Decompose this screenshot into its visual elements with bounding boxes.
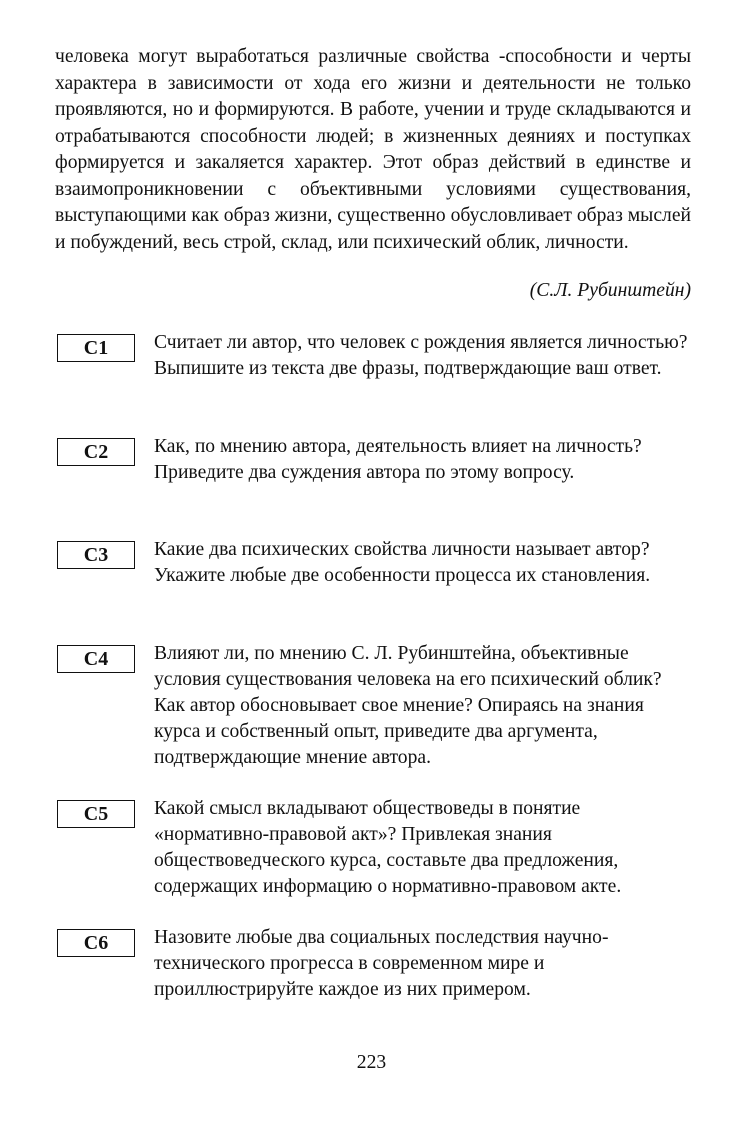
task-label-box: C2 (57, 438, 135, 466)
task-label-box: C1 (57, 334, 135, 362)
task-question: Какие два психических свойства личности называет автор? Укажите любые две особенности процесса их становления. (154, 539, 651, 586)
task-question: Назовите любые два социальных последствия научно-технического прогресса в современном мире и проиллюстрируйте каждое из них примером. (154, 927, 609, 1000)
intro-paragraph: человека могут выработаться различные свойства -способности и черты характера в зависимости от хода его жизни и деятельности не только проявляются, но и формируются. В работе, учении и труде складываются и отрабатываются способности людей; в жизненных деяниях и поступках формируется и закаляется характер. Этот образ действий в единстве и взаимопроникновении с объективными условиями существования, выступающими как образ жизни, существенно обусловливает образ мыслей и побуждений, весь строй, склад, или психический облик, личности. (55, 46, 691, 253)
intro-passage (55, 44, 691, 256)
task-label-box: C6 (57, 929, 135, 957)
task-label-box: C3 (57, 541, 135, 569)
task-question: Какой смысл вкладывают обществоведы в понятие «нормативно-правовой акт»? Привлекая знания обществоведческого курса, составьте два предложения, содержащих информацию о нормативно-правовом акте. (154, 798, 622, 897)
author-attribution: (С.Л. Рубинштейн) (529, 280, 691, 301)
task-question: Влияют ли, по мнению С. Л. Рубинштейна, объективные условия существования человека на его психический облик? Как автор обосновывает свое мнение? Опираясь на знания курса и собственный опыт, приведите два аргумента, подтверждающие мнение автора. (154, 643, 662, 768)
task-question: Как, по мнению автора, деятельность влияет на личность? Приведите два суждения автора по этому вопросу. (154, 436, 642, 483)
page-number: 223 (356, 1052, 387, 1073)
task-question: Считает ли автор, что человек с рождения является личностью? Выпишите из текста две фразы, подтверждающие ваш ответ. (154, 332, 688, 379)
task-label-box: C5 (57, 800, 135, 828)
task-label-box: C4 (57, 645, 135, 673)
